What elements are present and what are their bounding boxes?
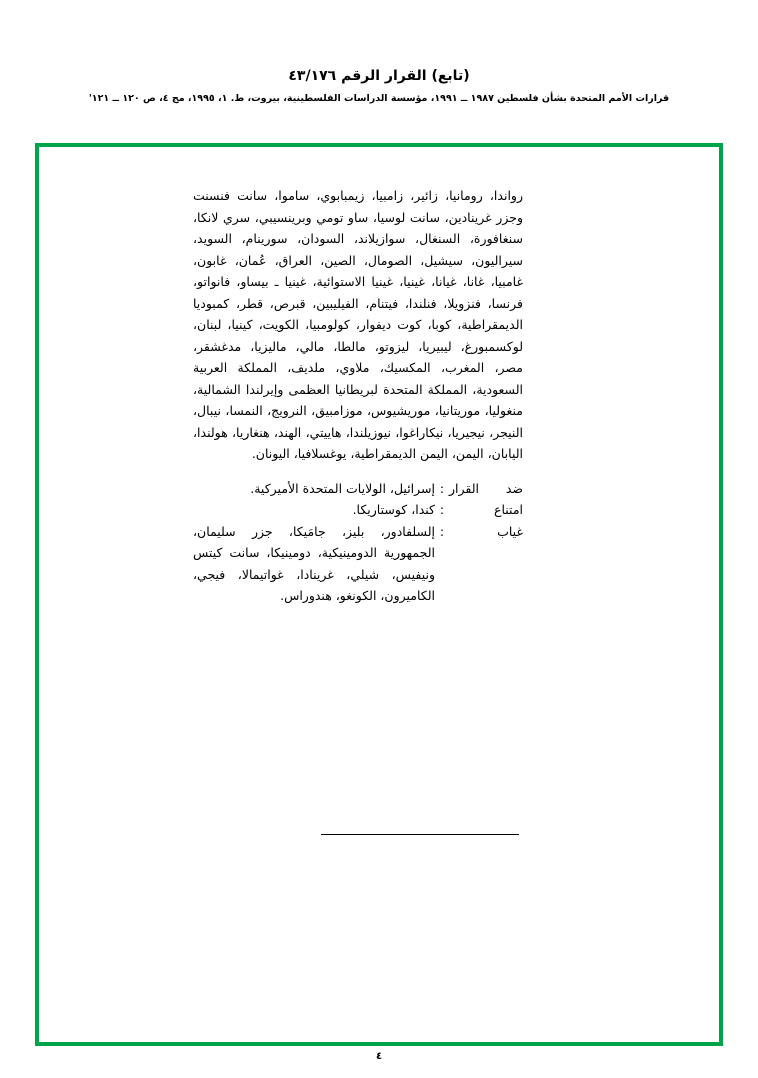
page-title: (تابع) القرار الرقم ٤٣/١٧٦ — [288, 68, 470, 84]
vote-row — [193, 499, 523, 521]
vote-label: غياب — [497, 523, 523, 539]
vote-colon: : — [439, 480, 445, 496]
countries-paragraph: رواندا، رومانيا، زائير، زامبيا، زيمبابوي، ساموا، سانت فنسنت وجزر غرينادين، سانت لوسيا، ساو تومي وبرينسيبي، سري لانكا، سنغافورة، السنغال، سوازيلاند، السودان، سورينام، السويد، سيراليون، سيشيل، الصومال، الصين، العراق، عُمان، غابون، غامبيا، غانا، غيانا، غينيا، غينيا الاستوائية، غينيا ـ بيساو، فانواتو، فرنسا، فنزويلا، فنلندا، فيتنام، الفيليبين، قبرص، قطر، كمبوديا الديمقراطية، كوبا، كوت ديفوار، كولومبيا، الكويت، كينيا، لبنان، لوكسمبورغ، ليبيريا، ليزوتو، مالطا، مالي، ماليزيا، مدغشقر، مصر، المغرب، المكسيك، ملاوي، ملديف، المملكة العربية السعودية، المملكة المتحدة لبريطانيا العظمى وإيرلندا الشمالية، منغوليا، موريتانيا، موريشيوس، موزامبيق، النرويج، النمسا، نيبال، النيجر، نيجيريا، نيكاراغوا، نيوزيلندا، هاييتي، الهند، هنغاريا، هولندا، اليابان، اليمن، اليمن الديمقراطية، يوغسلافيا، اليونان. — [193, 188, 523, 461]
vote-value: كندا، كوستاريكا. — [352, 502, 435, 517]
horizontal-rule — [321, 834, 519, 835]
vote-row — [193, 521, 523, 607]
vote-label: ضد القرار — [449, 480, 523, 496]
vote-row — [193, 478, 523, 500]
page-footer — [0, 1051, 758, 1062]
green-border-frame — [35, 143, 723, 1046]
document-body — [193, 185, 523, 607]
vote-colon: : — [439, 523, 445, 539]
source-citation: قرارات الأمم المتحدة بشأن فلسطين ١٩٨٧ ــ ١٩٩١، مؤسسة الدراسات الفلسطينية، بيروت، ط. ١، ١٩٩٥، مج ٤، ص ١٢٠ ــ ١٢١' — [88, 93, 670, 104]
page-header — [0, 68, 758, 104]
vote-colon: : — [439, 502, 445, 517]
vote-breakdown-list — [193, 478, 523, 607]
vote-value: إسرائيل، الولايات المتحدة الأميركية. — [250, 480, 435, 496]
vote-value: إلسلفادور، بليز، جامَيكا، جزر سليمان، الجمهورية الدومينيكية، دومينيكا، سانت كيتس ونيفيس، شيلي، غرينادا، غواتيمالا، فيجي، الكاميرون، الكونغو، هندوراس. — [193, 523, 435, 603]
page-number: ٤ — [375, 1051, 383, 1062]
vote-label: امتناع — [494, 502, 523, 517]
